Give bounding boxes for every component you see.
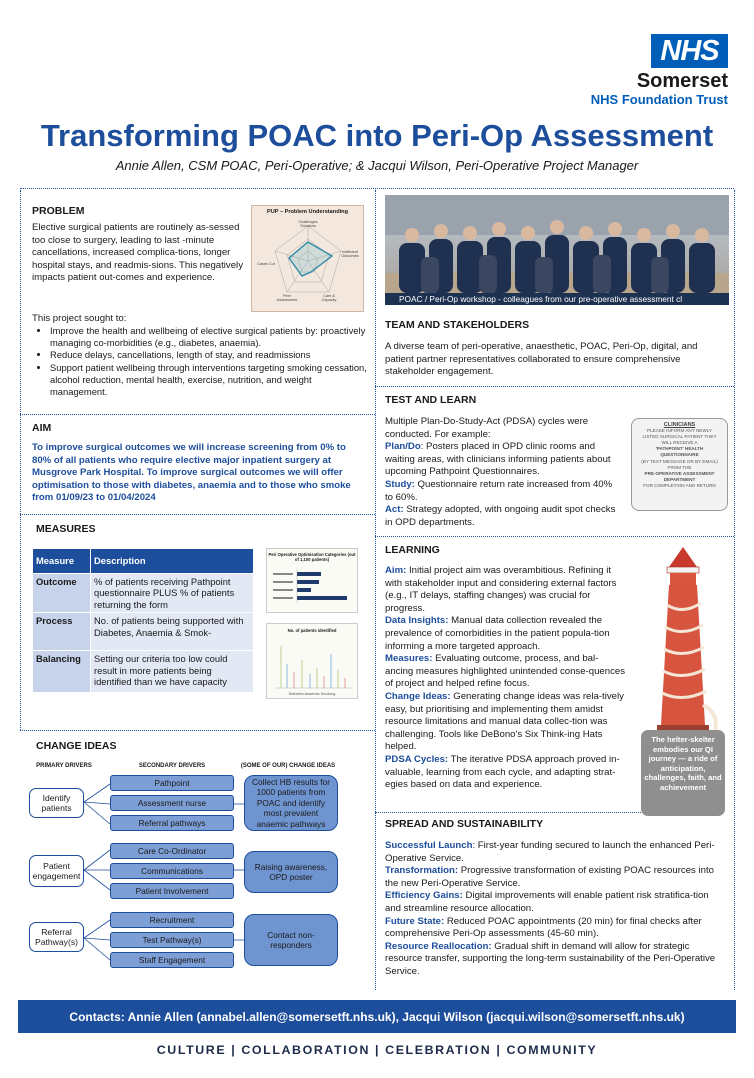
poster-line: FROM THE bbox=[667, 464, 692, 470]
list-item: • Reduce delays, cancellations, length of stay, and readmissions bbox=[50, 349, 368, 361]
secondary-driver: Assessment nurse bbox=[110, 795, 234, 811]
change-idea: Collect HB results for 1000 patients from POAC and identify most prevalent anaemic pathways bbox=[244, 775, 338, 831]
radar-label: Care & Capacity bbox=[321, 294, 337, 303]
measures-heading: MEASURES bbox=[36, 523, 96, 535]
change-ideas-heading: CHANGE IDEAS bbox=[36, 740, 117, 752]
measure-description: % of patients receiving Pathpoint questionnaire PLUS % of patients returning the form bbox=[91, 574, 254, 613]
poster-line: QUESTIONNAIRE bbox=[660, 452, 699, 458]
act-text: Strategy adopted, with ongoing audit spot checks in OPD departments. bbox=[385, 504, 616, 528]
divider bbox=[375, 536, 734, 537]
right-border bbox=[734, 190, 735, 990]
primary-driver-referral: Referral Pathway(s) bbox=[29, 922, 84, 952]
problem-heading: PROBLEM bbox=[32, 205, 85, 217]
change-idea: Raising awareness, OPD poster bbox=[244, 851, 338, 893]
poster-line: 'PATHPOINT' HEALTH bbox=[655, 446, 704, 452]
secondary-driver: Staff Engagement bbox=[110, 952, 234, 968]
learning-label: Aim: bbox=[385, 565, 407, 576]
patients-identified-chart bbox=[266, 623, 358, 699]
legend-diabetes: Diabetes bbox=[288, 692, 304, 696]
radar-title: PUP – Problem Understanding bbox=[266, 209, 349, 215]
chart-title: No. of patients identified bbox=[287, 628, 337, 633]
org-name: Somerset bbox=[636, 70, 728, 92]
poster-line: (BY TEXT MESSAGE OR BY EMAIL) bbox=[641, 458, 718, 464]
test-intro: Multiple Plan-Do-Study-Act (PDSA) cycles were conducted. For example: bbox=[385, 416, 589, 440]
org-block bbox=[591, 70, 728, 108]
primary-driver-identify: Identify patients bbox=[29, 788, 84, 818]
act-label: Act: bbox=[385, 504, 404, 516]
table-row bbox=[33, 613, 254, 651]
spread-item: Gradual shift in demand will allow for strategic resource transfer, supporting the long-term sustainability of the Peri-Operative Service. bbox=[385, 940, 716, 977]
secondary-driver: Pathpoint bbox=[110, 775, 234, 791]
learning-heading: LEARNING bbox=[385, 544, 440, 556]
team-text: A diverse team of peri-operative, anaesthetic, POAC, Peri-Op, digital, and patient partner representatives collaborated to ensure comprehensive stakeholder engagement. bbox=[385, 341, 698, 378]
problem-radar-chart bbox=[251, 205, 364, 312]
bar-chart-svg bbox=[267, 549, 359, 614]
poster-line: FOR COMPLETION AND RETURN bbox=[643, 482, 716, 488]
test-heading: TEST AND LEARN bbox=[385, 394, 477, 406]
poster-line: WILL RECEIVE A bbox=[661, 440, 698, 446]
secondary-driver: Care Co-Ordinator bbox=[110, 843, 234, 859]
divider bbox=[20, 514, 375, 515]
divider bbox=[20, 730, 375, 731]
team-heading: TEAM AND STAKEHOLDERS bbox=[385, 319, 530, 331]
divider bbox=[20, 414, 375, 415]
learning-item: The iterative PDSA approach proved in-valuable, learning from each cycle, and adapting strat-egies based on data and experience. bbox=[385, 753, 620, 791]
measure-description: No. of patients being supported with Diabetes, Anaemia & Smok- bbox=[91, 613, 254, 651]
secondary-driver: Referral pathways bbox=[110, 815, 234, 831]
helter-skelter-illustration bbox=[643, 545, 723, 735]
problem-bullets bbox=[32, 325, 368, 398]
chart-title: Peri Operative Optimisation Categories (out of 1,100 patients) bbox=[268, 552, 356, 562]
test-text bbox=[385, 416, 617, 529]
spread-text bbox=[385, 840, 725, 979]
nhs-logo: NHS bbox=[651, 34, 728, 68]
plan-label: Plan/Do bbox=[385, 441, 421, 453]
plan-text: : Posters placed in OPD clinic rooms and waiting areas, with clinicians informing patients about upcoming Pathpoint Questionnaires. bbox=[385, 441, 611, 478]
spread-heading: SPREAD AND SUSTAINABILITY bbox=[385, 818, 544, 830]
footer-values: CULTURE | COLLABORATION | CELEBRATION | COMMUNITY bbox=[156, 1043, 598, 1057]
photo-caption: POAC / Peri-Op workshop - colleagues from our pre-operative assessment cl bbox=[385, 293, 729, 305]
optimisation-bar-chart bbox=[266, 548, 358, 613]
legend-smoking: Smoking bbox=[320, 692, 336, 696]
aim-heading: AIM bbox=[32, 422, 52, 434]
helter-skelter-caption: The helter-skelter embodies our QI journey — a ride of anticipation, challenges, faith, and achievement bbox=[641, 730, 725, 816]
learning-label: Data Insights: bbox=[385, 615, 449, 627]
table-header-row bbox=[33, 549, 254, 574]
radar-label: Challenges Solutions bbox=[298, 220, 318, 229]
spread-item: : First-year funding secured to launch the enhanced Peri-Operative Service. bbox=[385, 840, 715, 864]
radar-label: Cases Cut bbox=[257, 262, 275, 266]
spread-label: Efficiency Gains: bbox=[385, 890, 463, 902]
col-header-measure: Measure bbox=[33, 549, 91, 574]
divider bbox=[375, 812, 641, 813]
learning-item: Manual data collection revealed the prevalence of comorbidities in the patient popula-tion informing a more targeted approach. bbox=[385, 615, 610, 652]
learning-label: Change Ideas: bbox=[385, 690, 451, 702]
chart-legend bbox=[267, 692, 357, 696]
line-chart-svg bbox=[267, 624, 359, 700]
secondary-driver: Communications bbox=[110, 863, 234, 879]
spread-label: Transformation: bbox=[385, 865, 459, 877]
secondary-drivers-label: SECONDARY DRIVERS bbox=[138, 763, 206, 769]
poster-line: DEPARTMENT bbox=[663, 476, 696, 482]
clinicians-poster bbox=[631, 418, 728, 511]
team-photo-illustration bbox=[385, 195, 729, 305]
change-ideas-label: (SOME OF OUR) CHANGE IDEAS bbox=[240, 763, 336, 769]
legend-anaemia: Anaemia bbox=[304, 692, 320, 696]
problem-text: Elective surgical patients are routinely as-sessed too close to surgery, leading to last -minute cancellations, increased complica-tions, longer hospital stays, and readmis-sions. This negatively impacts patient out-comes and experience. bbox=[32, 222, 243, 284]
measures-table bbox=[32, 548, 254, 693]
radar-label: Inefficient Outcomes bbox=[341, 250, 359, 259]
spread-item: Progressive transformation of existing POAC resources into the new Peri-Operative Service. bbox=[385, 865, 714, 889]
left-border bbox=[20, 190, 21, 730]
measure-description: Setting our criteria too low could result in more patients being identified than we have capacity bbox=[91, 651, 254, 693]
study-label: Study: bbox=[385, 478, 415, 490]
contacts-bar: Contacts: Annie Allen (annabel.allen@somersetft.nhs.uk), Jacqui Wilson (jacqui.wilson@somersetft.nhs.uk) bbox=[18, 1000, 736, 1033]
col-header-description: Description bbox=[91, 549, 254, 574]
org-subtitle: NHS Foundation Trust bbox=[590, 92, 728, 107]
measure-name: Outcome bbox=[33, 574, 91, 613]
learning-text bbox=[385, 565, 625, 792]
spread-label: Resource Reallocation: bbox=[385, 940, 492, 952]
change-idea: Contact non-responders bbox=[244, 914, 338, 966]
study-text: Questionnaire return rate increased from 40% to 60%. bbox=[385, 478, 613, 503]
divider bbox=[375, 386, 734, 387]
learning-label: Measures: bbox=[385, 653, 433, 665]
primary-driver-engagement: Patient engagement bbox=[29, 855, 84, 887]
page-title: Transforming POAC into Peri-Op Assessment bbox=[40, 118, 714, 153]
measure-name: Balancing bbox=[33, 651, 91, 693]
learning-item: Generating change ideas was rela-tively easy, but prioritising and implementing them amidst resource limitations and manual data collec-tion was challenging. Tools like DeBono's Six Think-ing Hats helped. bbox=[385, 690, 624, 753]
learning-label: PDSA Cycles: bbox=[385, 753, 449, 765]
spread-label: Successful Launch bbox=[385, 840, 473, 851]
team-photo bbox=[385, 195, 729, 305]
table-row bbox=[33, 574, 254, 613]
secondary-driver: Test Pathway(s) bbox=[110, 932, 234, 948]
poster-line: LISTED SURGICAL PATIENT THEY bbox=[642, 434, 717, 440]
learning-item: Evaluating outcome, process, and bal-ancing measures highlighted unintended conse-quences of project and helped refine focus. bbox=[385, 653, 626, 690]
problem-sought: This project sought to: bbox=[32, 313, 127, 324]
radar-label: Peer Assessment bbox=[276, 294, 298, 303]
list-item: • Improve the health and wellbeing of elective surgical patients by: proactively managing co-morbidities (e.g., diabetes, anaemia). bbox=[50, 325, 368, 349]
spread-item: Digital improvements will enable patient risk stratifica-tion and streamline resource allocation. bbox=[385, 890, 709, 914]
column-divider bbox=[375, 190, 376, 990]
primary-drivers-label: PRIMARY DRIVERS bbox=[36, 763, 92, 769]
measure-name: Process bbox=[33, 613, 91, 651]
poster-title: CLINICIANS bbox=[663, 422, 696, 428]
top-divider bbox=[20, 188, 734, 189]
secondary-driver: Patient Involvement bbox=[110, 883, 234, 899]
aim-text: To improve surgical outcomes we will increase screening from 0% to 80% of all patients who require elective major inpatient surgery at Musgrove Park Hospital. To improve surgical outcomes we will offer optimisation to those with diabetes, anaemia and to those who smoke from 01/09/23 to 01/04/2024 bbox=[32, 442, 351, 504]
spread-label: Future State: bbox=[385, 915, 445, 927]
secondary-driver: Recruitment bbox=[110, 912, 234, 928]
spread-item: Reduced POAC appointments (20 min) for final checks after comprehensive Peri-Op assessments (45-60 min). bbox=[385, 915, 702, 940]
authors: Annie Allen, CSM POAC, Peri-Operative; & Jacqui Wilson, Peri-Operative Project Manager bbox=[115, 158, 639, 173]
table-row bbox=[33, 651, 254, 693]
poster-line: PLEASE INFORM ANY NEWLY bbox=[647, 428, 712, 434]
list-item: • Support patient wellbeing through interventions targeting smoking cessation, alcohol reduction, mental health, exercise, nutrition, and weight management. bbox=[50, 362, 368, 399]
learning-item: Initial project aim was overambitious. Refining it with stakeholder input and considering external factors (e.g., IT delays, staffing changes) was crucial for progress. bbox=[385, 565, 617, 614]
poster-line: PRE-OPERATIVE ASSESSMENT bbox=[644, 470, 715, 476]
